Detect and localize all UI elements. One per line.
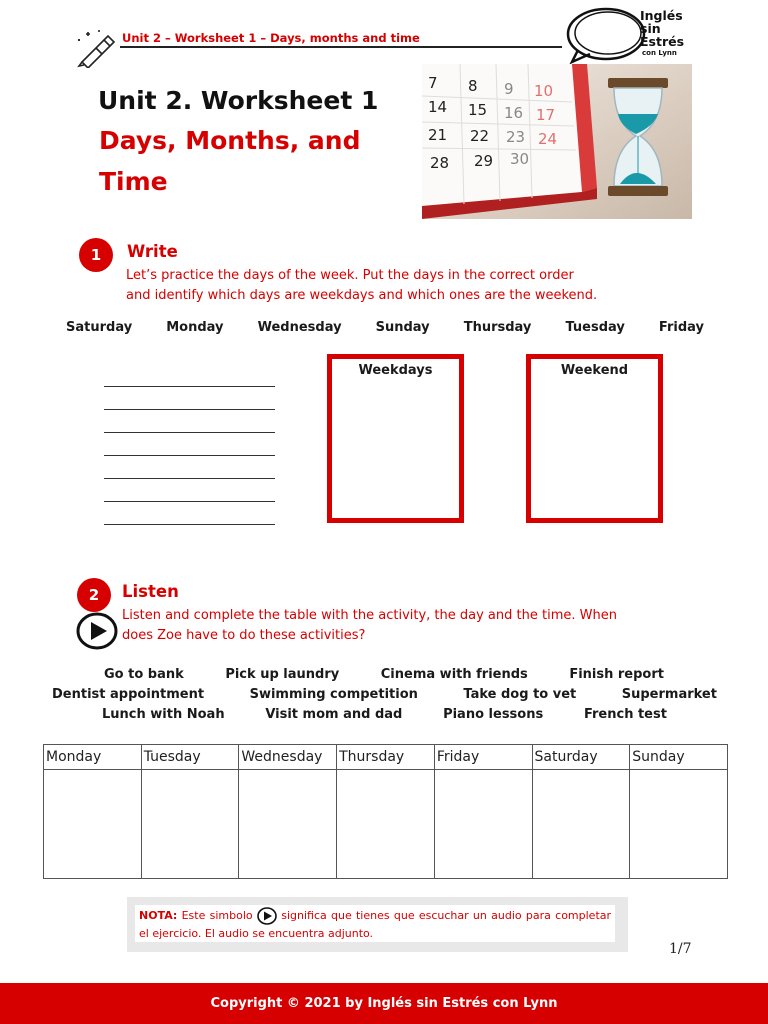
pen-icon (74, 28, 118, 68)
activity-word: Pick up laundry (225, 667, 340, 682)
play-audio-icon[interactable] (76, 612, 118, 650)
calendar-number: 9 (504, 80, 514, 98)
calendar-number: 16 (504, 104, 524, 122)
activity-word: French test (583, 707, 667, 722)
weekend-box[interactable] (526, 354, 663, 523)
instruction-line: Listen and complete the table with the activity, the day and the time. When (122, 608, 617, 623)
weekdays-box[interactable] (327, 354, 464, 523)
table-header: Friday (434, 745, 532, 770)
table-cell[interactable] (239, 770, 337, 879)
logo-line-1: Inglés (640, 8, 683, 23)
calendar-number: 8 (468, 77, 478, 95)
answer-line[interactable] (104, 524, 275, 525)
calendar-number: 10 (534, 82, 554, 100)
calendar-number: 21 (428, 126, 448, 144)
calendar-number: 22 (470, 127, 490, 145)
section-heading-write: Write (127, 242, 178, 261)
calendar-number: 28 (430, 154, 450, 172)
section-number-1: 1 (79, 238, 113, 272)
day-word: Monday (166, 320, 224, 335)
instruction-line: does Zoe have to do these activities? (122, 628, 366, 643)
footer-copyright: Copyright © 2021 by Inglés sin Estrés con Lynn (0, 983, 768, 1024)
day-word: Thursday (463, 320, 532, 335)
page-number: 1/7 (669, 941, 692, 957)
table-cell[interactable] (532, 770, 630, 879)
activity-word: Visit mom and dad (265, 707, 403, 722)
table-header: Saturday (532, 745, 630, 770)
answer-line[interactable] (104, 501, 275, 502)
day-word: Wednesday (257, 320, 342, 335)
table-cell[interactable] (337, 770, 435, 879)
activity-word: Take dog to vet (463, 687, 577, 702)
calendar-number: 15 (468, 101, 488, 119)
weekly-schedule-table (43, 744, 728, 879)
answer-line[interactable] (104, 478, 275, 479)
weekdays-box-title: Weekdays (358, 363, 433, 378)
activity-word: Swimming competition (249, 687, 418, 702)
note-text (135, 905, 615, 942)
activity-word: Finish report (569, 667, 664, 682)
table-cell[interactable] (44, 770, 142, 879)
table-cell[interactable] (630, 770, 728, 879)
logo-text (640, 9, 684, 48)
section-number-2: 2 (77, 578, 111, 612)
logo-line-3: Estrés (640, 34, 685, 49)
calendar-number: 29 (474, 152, 494, 170)
calendar-hourglass-image (422, 64, 692, 219)
table-header: Tuesday (141, 745, 239, 770)
calendar-number: 30 (510, 150, 530, 168)
activity-word: Lunch with Noah (102, 707, 225, 722)
day-word: Friday (658, 320, 704, 335)
activities-row (52, 687, 717, 702)
play-audio-icon (257, 907, 277, 925)
table-header: Sunday (630, 745, 728, 770)
page-title: Unit 2. Worksheet 1 (98, 86, 379, 115)
logo-line-2: sin (640, 21, 661, 36)
note-text-after: significa que tienes que escuchar un audio para completar el ejercicio. El audio se encuentra adjunto. (139, 909, 612, 940)
header-divider (120, 46, 562, 48)
table-cell[interactable] (141, 770, 239, 879)
activities-row (102, 707, 667, 722)
page-subtitle: Days, Months, and Time (99, 126, 361, 196)
activity-word: Go to bank (104, 667, 184, 682)
activities-row (104, 667, 664, 682)
activity-word: Supermarket (621, 687, 717, 702)
day-word: Tuesday (565, 320, 625, 335)
answer-line[interactable] (104, 409, 275, 410)
answer-line[interactable] (104, 432, 275, 433)
calendar-number: 7 (428, 74, 438, 92)
table-cell[interactable] (434, 770, 532, 879)
note-box (127, 897, 628, 952)
instruction-line: Let’s practice the days of the week. Put the days in the correct order (126, 268, 574, 283)
day-word: Sunday (375, 320, 430, 335)
note-label: NOTA: (139, 909, 178, 922)
instruction-line: and identify which days are weekdays and which ones are the weekend. (126, 288, 598, 303)
section2-instructions (122, 606, 617, 646)
answer-line[interactable] (104, 455, 275, 456)
table-header: Wednesday (239, 745, 337, 770)
activity-word: Cinema with friends (380, 667, 528, 682)
section-heading-listen: Listen (122, 582, 179, 601)
table-header: Thursday (337, 745, 435, 770)
weekend-box-title: Weekend (560, 363, 629, 378)
header-title: Unit 2 – Worksheet 1 – Days, months and time (122, 31, 420, 45)
activity-word: Dentist appointment (52, 687, 205, 702)
day-word: Saturday (66, 320, 133, 335)
calendar-number: 17 (536, 106, 556, 124)
calendar-number: 23 (506, 128, 526, 146)
note-text-before: Este simbolo (181, 909, 253, 922)
days-word-bank (60, 320, 710, 335)
logo-subtitle: con Lynn (642, 49, 677, 57)
answer-line[interactable] (104, 386, 275, 387)
table-header: Monday (44, 745, 142, 770)
activity-word: Piano lessons (443, 707, 544, 722)
calendar-number: 24 (538, 130, 558, 148)
section1-instructions (126, 266, 597, 306)
calendar-number: 14 (428, 98, 448, 116)
